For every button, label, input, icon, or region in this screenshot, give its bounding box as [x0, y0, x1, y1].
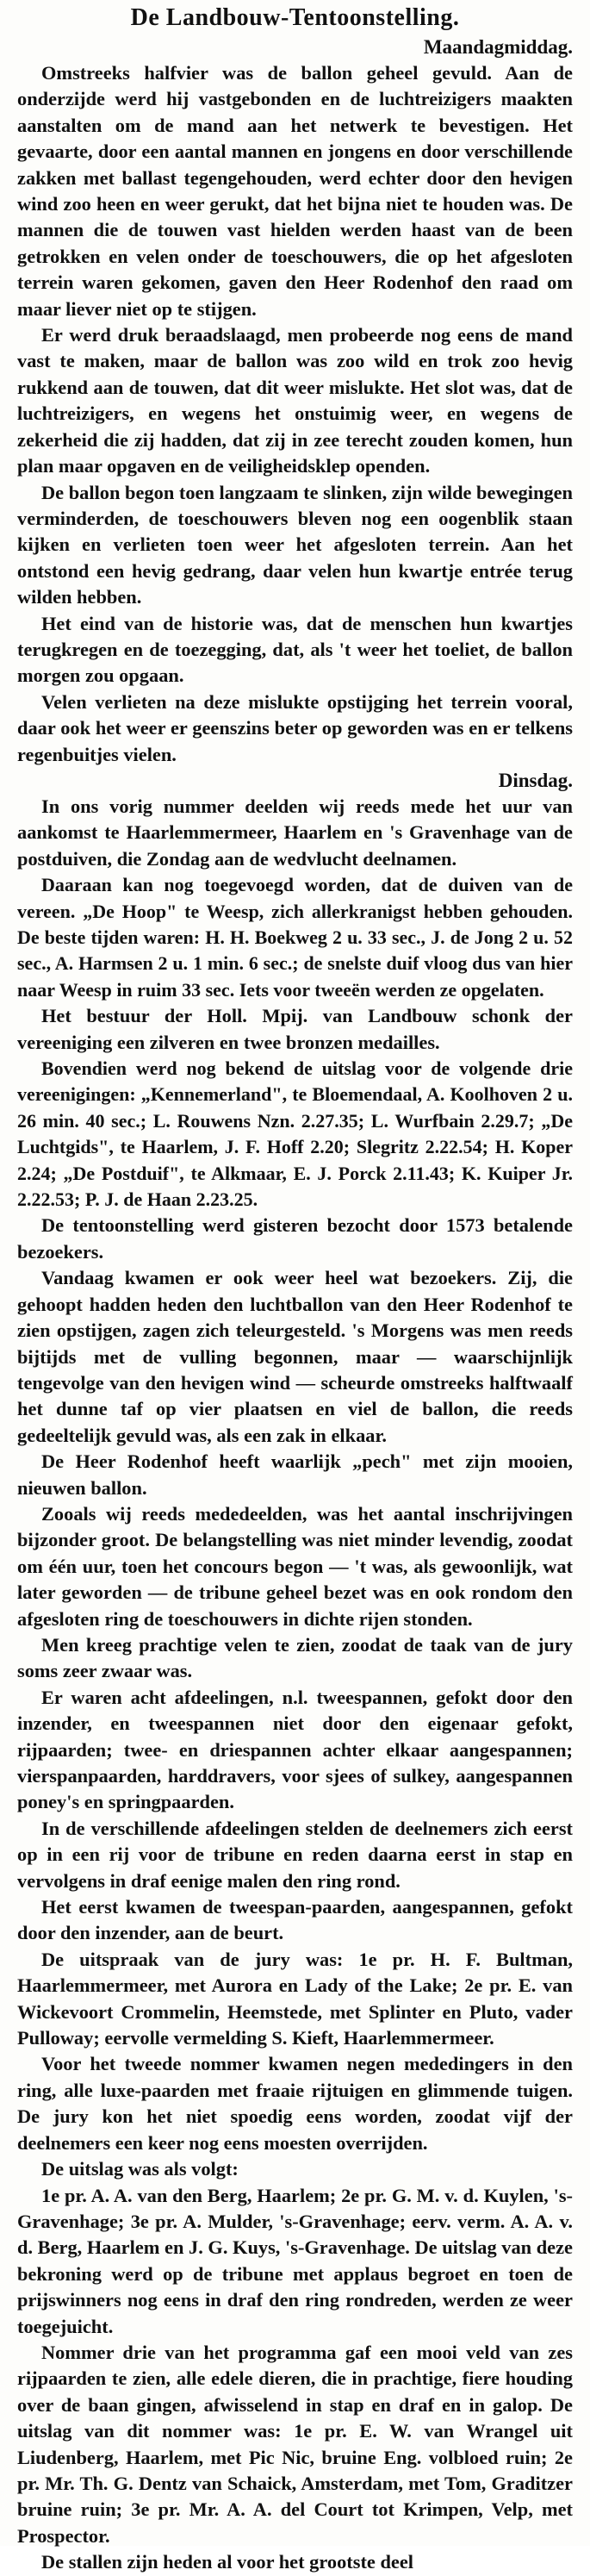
paragraph-jury-verdict-2: 1e pr. A. A. van den Berg, Haarlem; 2e pr. G. M. v. d. Kuylen, 's-Gravenhage; 3e pr. A. Mulder, 's-Gravenhage; eerv. verm. A. A. v. d. Berg, Haarlem en J. G. Kuys, 's-Gravenhage. De uitslag van deze bekroning werd op de tribune met applaus begroet en toen de prijswinners nog eens in draf den ring rondreden, werden ze weer toegejuicht. — [17, 2184, 573, 2337]
paragraph-jury-verdict-1: De uitspraak van de jury was: 1e pr. H. F. Bultman, Haarlemmermeer, met Aurora en Lady of the Lake; 2e pr. E. van Wickevoort Crommelin, Heemstede, met Splinter en Pluto, vader Pulloway; eervolle vermelding S. Kieft, Haarlemmermeer. — [17, 1948, 573, 2049]
paragraph-first-class: Het eerst kwamen de tweespan-paarden, aangespannen, gefokt door den inzender, aan de beurt. — [17, 1896, 573, 1944]
paragraph-deliberation: Er werd druk beraadslaagd, men probeerde nog eens de mand vast te maken, maar de ballon was zoo wild en trok zoo hevig rukkend aan de touwen, dat dit weer mislukte. Het slot was, dat de luchtreizigers, en wegens het onstuimig weer, en wegens de zekerheid die zij hadden, dat zij in zee terecht zouden komen, hun plan maar opgaven en de veiligheidsklep openden. — [17, 324, 573, 477]
paragraph-jury-task: Men kreeg prachtige velen te zien, zoodat de taak van de jury soms zeer zwaar was. — [17, 1633, 573, 1682]
paragraph-result-intro: De uitslag was als volgt: — [41, 2158, 239, 2180]
paragraph-end-of-story: Het eind van de historie was, dat de menschen hun kwartjes terugkregen en de toezegging, dat, als 't weer het toeliet, de ballon morgen zou opgaan. — [17, 612, 573, 687]
paragraph-balloon-deflating: De ballon begon toen langzaam te slinken, zijn wilde bewegingen verminderden, de toeschouwers bleven nog een oogenblik staan kijken en verlieten toen weer het afgesloten terrein. Aan het ontstond een hevig gedrang, daar velen hun kwartje entrée terug wilden hebben. — [17, 481, 574, 608]
dateline-tuesday: Dinsdag. — [498, 769, 573, 791]
paragraph-stables: De stallen zijn heden al voor het grootste deel — [41, 2551, 414, 2573]
paragraph-divisions: Er waren acht afdeelingen, n.l. tweespannen, gefokt door den inzender, en tweespannen niet door den eigenaar gefokt, rijpaarden; twee- en driespannen achter elkaar aangespannen; vierspanpaarden, harddravers, voor sjees of sulkey, aangespannen poney's en springpaarden. — [17, 1686, 573, 1813]
paragraph-visitor-count: De tentoonstelling werd gisteren bezocht door 1573 betalende bezoekers. — [17, 1214, 573, 1263]
paragraph-registrations: Zooals wij reeds mededeelden, was het aantal inschrijvingen bijzonder groot. De belangstelling was niet minder levendig, zoodat om één uur, toen het concours begon — 't was, als gewoonlijk, wat later geworden — de tribune geheel bezet was en ook rondom den afgesloten ring de toeschouwers in dichte rijen stonden. — [17, 1502, 573, 1630]
paragraph-balloon-torn: Vandaag kwamen er ook weer heel wat bezoekers. Zij, die gehoopt hadden heden den luchtballon van den Heer Rodenhof te zien opstijgen, zagen zich teleurgesteld. 's Morgens was men reeds bijtijds met de vulling begonnen, maar — waarschijnlijk tengevolge van den hevigen wind — scheurde omstreeks halftwaalf het dunne taf op vier plaatsen en viel de ballon, die reeds gedeeltelijk gevuld was, als een zak in elkaar. — [17, 1267, 573, 1446]
paragraph-ring-procedure: In de verschillende afdeelingen stelden de deelnemers zich eerst op in een rij voor de tribune en reden daarna eerst in stap en vervolgens in draf eenige malen den ring rond. — [17, 1817, 573, 1892]
paragraph-medals: Het bestuur der Holl. Mpij. van Landbouw schonk der vereeniging een zilveren en twee bronzen medailles. — [17, 1005, 573, 1053]
article-title: De Landbouw-Tentoonstelling. — [130, 4, 460, 31]
paragraph-pigeon-times: Daaraan kan nog toegevoegd worden, dat de duiven van de vereen. „De Hoop" te Weesp, zich allerkranigst hebben gehouden. De beste tijden waren: H. H. Boekweg 2 u. 33 sec., J. de Jong 2 u. 52 sec., A. Harmsen 2 u. 1 min. 6 sec.; de snelste duif vloog dus van hier naar Weesp in ruim 33 sec. Iets voor tweeën werden ze opgelaten. — [17, 874, 573, 1001]
paragraph-visitors-left: Velen verlieten na deze mislukte opstijging het terrein vooral, daar ook het weer er geenszins beter op geworden was en er telkens regenbuitjes vielen. — [17, 690, 573, 765]
paragraph-bad-luck: De Heer Rodenhof heeft waarlijk „pech" met zijn mooien, nieuwen ballon. — [17, 1450, 573, 1499]
paragraph-balloon-filled: Omstreeks halfvier was de ballon geheel gevuld. Aan de onderzijde werd hij vastgebonden en de luchtreizigers maakten aanstalten om de mand aan het netwerk te bevestigen. Het gevaarte, door een aantal mannen en jongens en door verschillende zakken met ballast tegengehouden, werd echter door den hevigen wind zoo heen en weer gerukt, dat het bijna niet te houden was. De mannen die de touwen vast hielden werden haast van de been getrokken en velen onder de toeschouwers, die op het afgesloten terrein waren gekomen, gaven den Heer Rodenhof den raad om maar liever niet op te stijgen. — [17, 62, 573, 320]
paragraph-second-number: Voor het tweede nommer kwamen negen mededingers in den ring, alle luxe-paarden met fraaie rijtuigen en glimmende tuigen. De jury kon het niet spoedig eens worden, zoodat vijf der deelnemers een keer nog eens moesten overrijden. — [17, 2053, 573, 2154]
dateline-monday: Maandagmiddag. — [423, 36, 573, 58]
paragraph-riding-horses: Nommer drie van het programma gaf een mooi veld van zes rijpaarden te zien, alle edele dieren, die in prachtige, fiere houding over de baan gingen, afwisselend in stap en draf en in galop. De uitslag van dit nommer was: 1e pr. E. W. van Wrangel uit Liudenberg, Haarlem, met Pic Nic, bruine Eng. volbloed ruin; 2e pr. Mr. Th. G. Dentz van Schaick, Amsterdam, met Tom, Graditzer bruine ruin; 3e pr. Mr. A. A. del Court tot Krimpen, Velp, met Prospector. — [17, 2341, 573, 2547]
paragraph-carrier-pigeons: In ons vorig nummer deelden wij reeds mede het uur van aankomst te Haarlemmermeer, Haarlem en 's Gravenhage van de postduiven, die Zondag aan de wedvlucht deelnamen. — [17, 795, 573, 870]
paragraph-results-clubs: Bovendien werd nog bekend de uitslag voor de volgende drie vereenigingen: „Kennemerland", te Bloemendaal, A. Koolhoven 2 u. 26 min. 40 sec.; L. Rouwens Nzn. 2.27.35; L. Wurfbain 2.29.7; „De Luchtgids", te Haarlem, J. F. Hoff 2.20; Slegritz 2.22.54; H. Koper 2.24; „De Postduif", te Alkmaar, E. J. Porck 2.11.43; K. Kuiper Jr. 2.22.53; P. J. de Haan 2.23.25. — [17, 1057, 573, 1211]
